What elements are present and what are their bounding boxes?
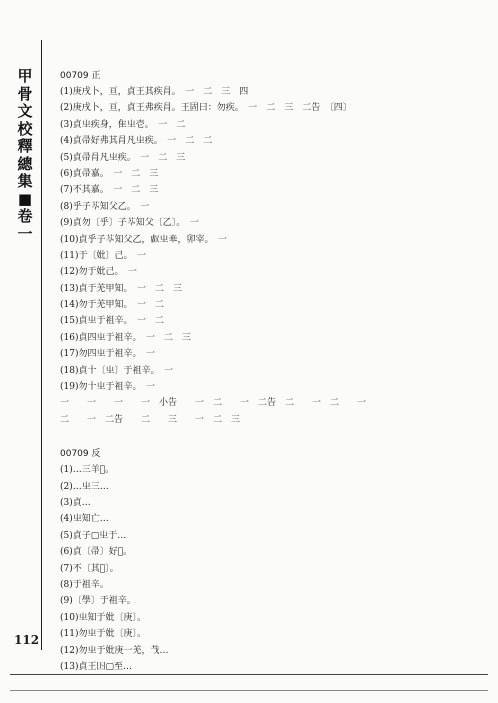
- spine-char: 校: [17, 119, 33, 138]
- bottom-rule-secondary: [10, 690, 488, 691]
- inscription-line: (5)貞帚肙凡㞢疾。 一 二 三: [60, 152, 186, 163]
- section-gap: [60, 428, 490, 446]
- inscription-line: (10)㞢知于妣〔庚〕。: [60, 612, 146, 623]
- inscription-line: (9)〔學〕于祖辛。: [60, 596, 136, 607]
- spine-char: 骨: [17, 84, 33, 103]
- inscription-line: (5)貞子▢㞢于…: [60, 530, 127, 541]
- inscription-line: (13)貞王𡆥▢至…: [60, 661, 132, 672]
- inscription-line: (2)庚戌卜，亘，貞王弗疾肙。王固曰：勿疾。 一 二 三 二告 〔四〕: [60, 103, 352, 114]
- inscription-line: (8)于祖辛。: [60, 579, 109, 590]
- spine-char: ■: [17, 189, 33, 208]
- page-number: 112: [14, 633, 40, 647]
- inscription-line: (17)勿四㞢于祖辛。 一: [60, 349, 155, 360]
- inscription-line: (1)庚戌卜，亘，貞王其疾肙。 一 二 三 四: [60, 87, 249, 97]
- inscription-line: (6)貞〔帚〕好𡚶。: [60, 547, 133, 558]
- inscription-line: (6)貞帚嘉。 一 二 三: [60, 168, 159, 179]
- inscription-line: (7)不〔其𡚶〕。: [60, 563, 119, 574]
- spine-title: [14, 68, 36, 243]
- spine-divider: [41, 40, 42, 650]
- inscription-line: 一 一 一 一 小告 一 二 一 二告 二 一 二 一: [60, 398, 367, 409]
- section-header: 00709 反: [60, 449, 101, 460]
- inscription-line: (19)勿十㞢于祖辛。 一: [60, 382, 155, 393]
- inscription-line: (3)貞㞢疾身，隹㞢壱。 一 二: [60, 119, 186, 130]
- inscription-line: (13)貞于羌甲知。 一 二 三: [60, 283, 182, 294]
- inscription-line: (10)貞乎子𦬡知父乙，𠭯㞢𠦪，卯宰。 一: [60, 234, 227, 245]
- section-header: 00709 正: [60, 71, 101, 81]
- inscription-line: (4)貞帚好弗其肙凡㞢疾。 一 二 二: [60, 136, 213, 147]
- spine-char: 釋: [17, 137, 33, 155]
- spine-char: 甲: [17, 67, 33, 85]
- inscription-line: (15)貞㞢于祖辛。 一 二: [60, 316, 164, 327]
- inscription-line: (1)…三羊𡚶。: [60, 465, 115, 476]
- inscription-line: (9)貞勿〔乎〕子𦬡知父〔乙〕。 一: [60, 218, 199, 229]
- inscription-line: (18)貞十〔㞢〕于祖辛。 一: [60, 365, 173, 376]
- inscription-line: (3)貞…: [60, 497, 91, 508]
- inscription-line: (2)…㞢三…: [60, 481, 109, 492]
- inscription-line: (14)勿于羌甲知。 一 二: [60, 300, 164, 311]
- inscription-line: (4)㞢知亡…: [60, 514, 109, 525]
- section-back-lines: [60, 462, 490, 675]
- spine-char: 一: [17, 224, 33, 243]
- spine-char: 卷: [17, 207, 33, 225]
- inscription-line: (11)勿㞢于妣〔庚〕。: [60, 629, 146, 640]
- inscription-line: (11)于〔妣〕己。 一: [60, 250, 146, 261]
- spine-char: 文: [17, 102, 33, 120]
- document-body: [60, 68, 490, 675]
- inscription-line: (12)勿于妣己。 一: [60, 267, 137, 278]
- inscription-line: (8)乎子𦬡知父乙。 一: [60, 201, 150, 212]
- section-front-lines: [60, 84, 490, 428]
- inscription-line: (7)不其嘉。 一 二 三: [60, 185, 159, 196]
- inscription-line: (16)貞四㞢于祖辛。 一 二 三: [60, 332, 191, 343]
- inscription-line: 二 一 二告 二 三 一 二 三: [60, 414, 241, 425]
- spine-char: 總: [17, 154, 33, 173]
- spine-char: 集: [17, 172, 33, 190]
- inscription-line: (12)勿㞢于妣庚一羌，𢦏…: [60, 645, 169, 656]
